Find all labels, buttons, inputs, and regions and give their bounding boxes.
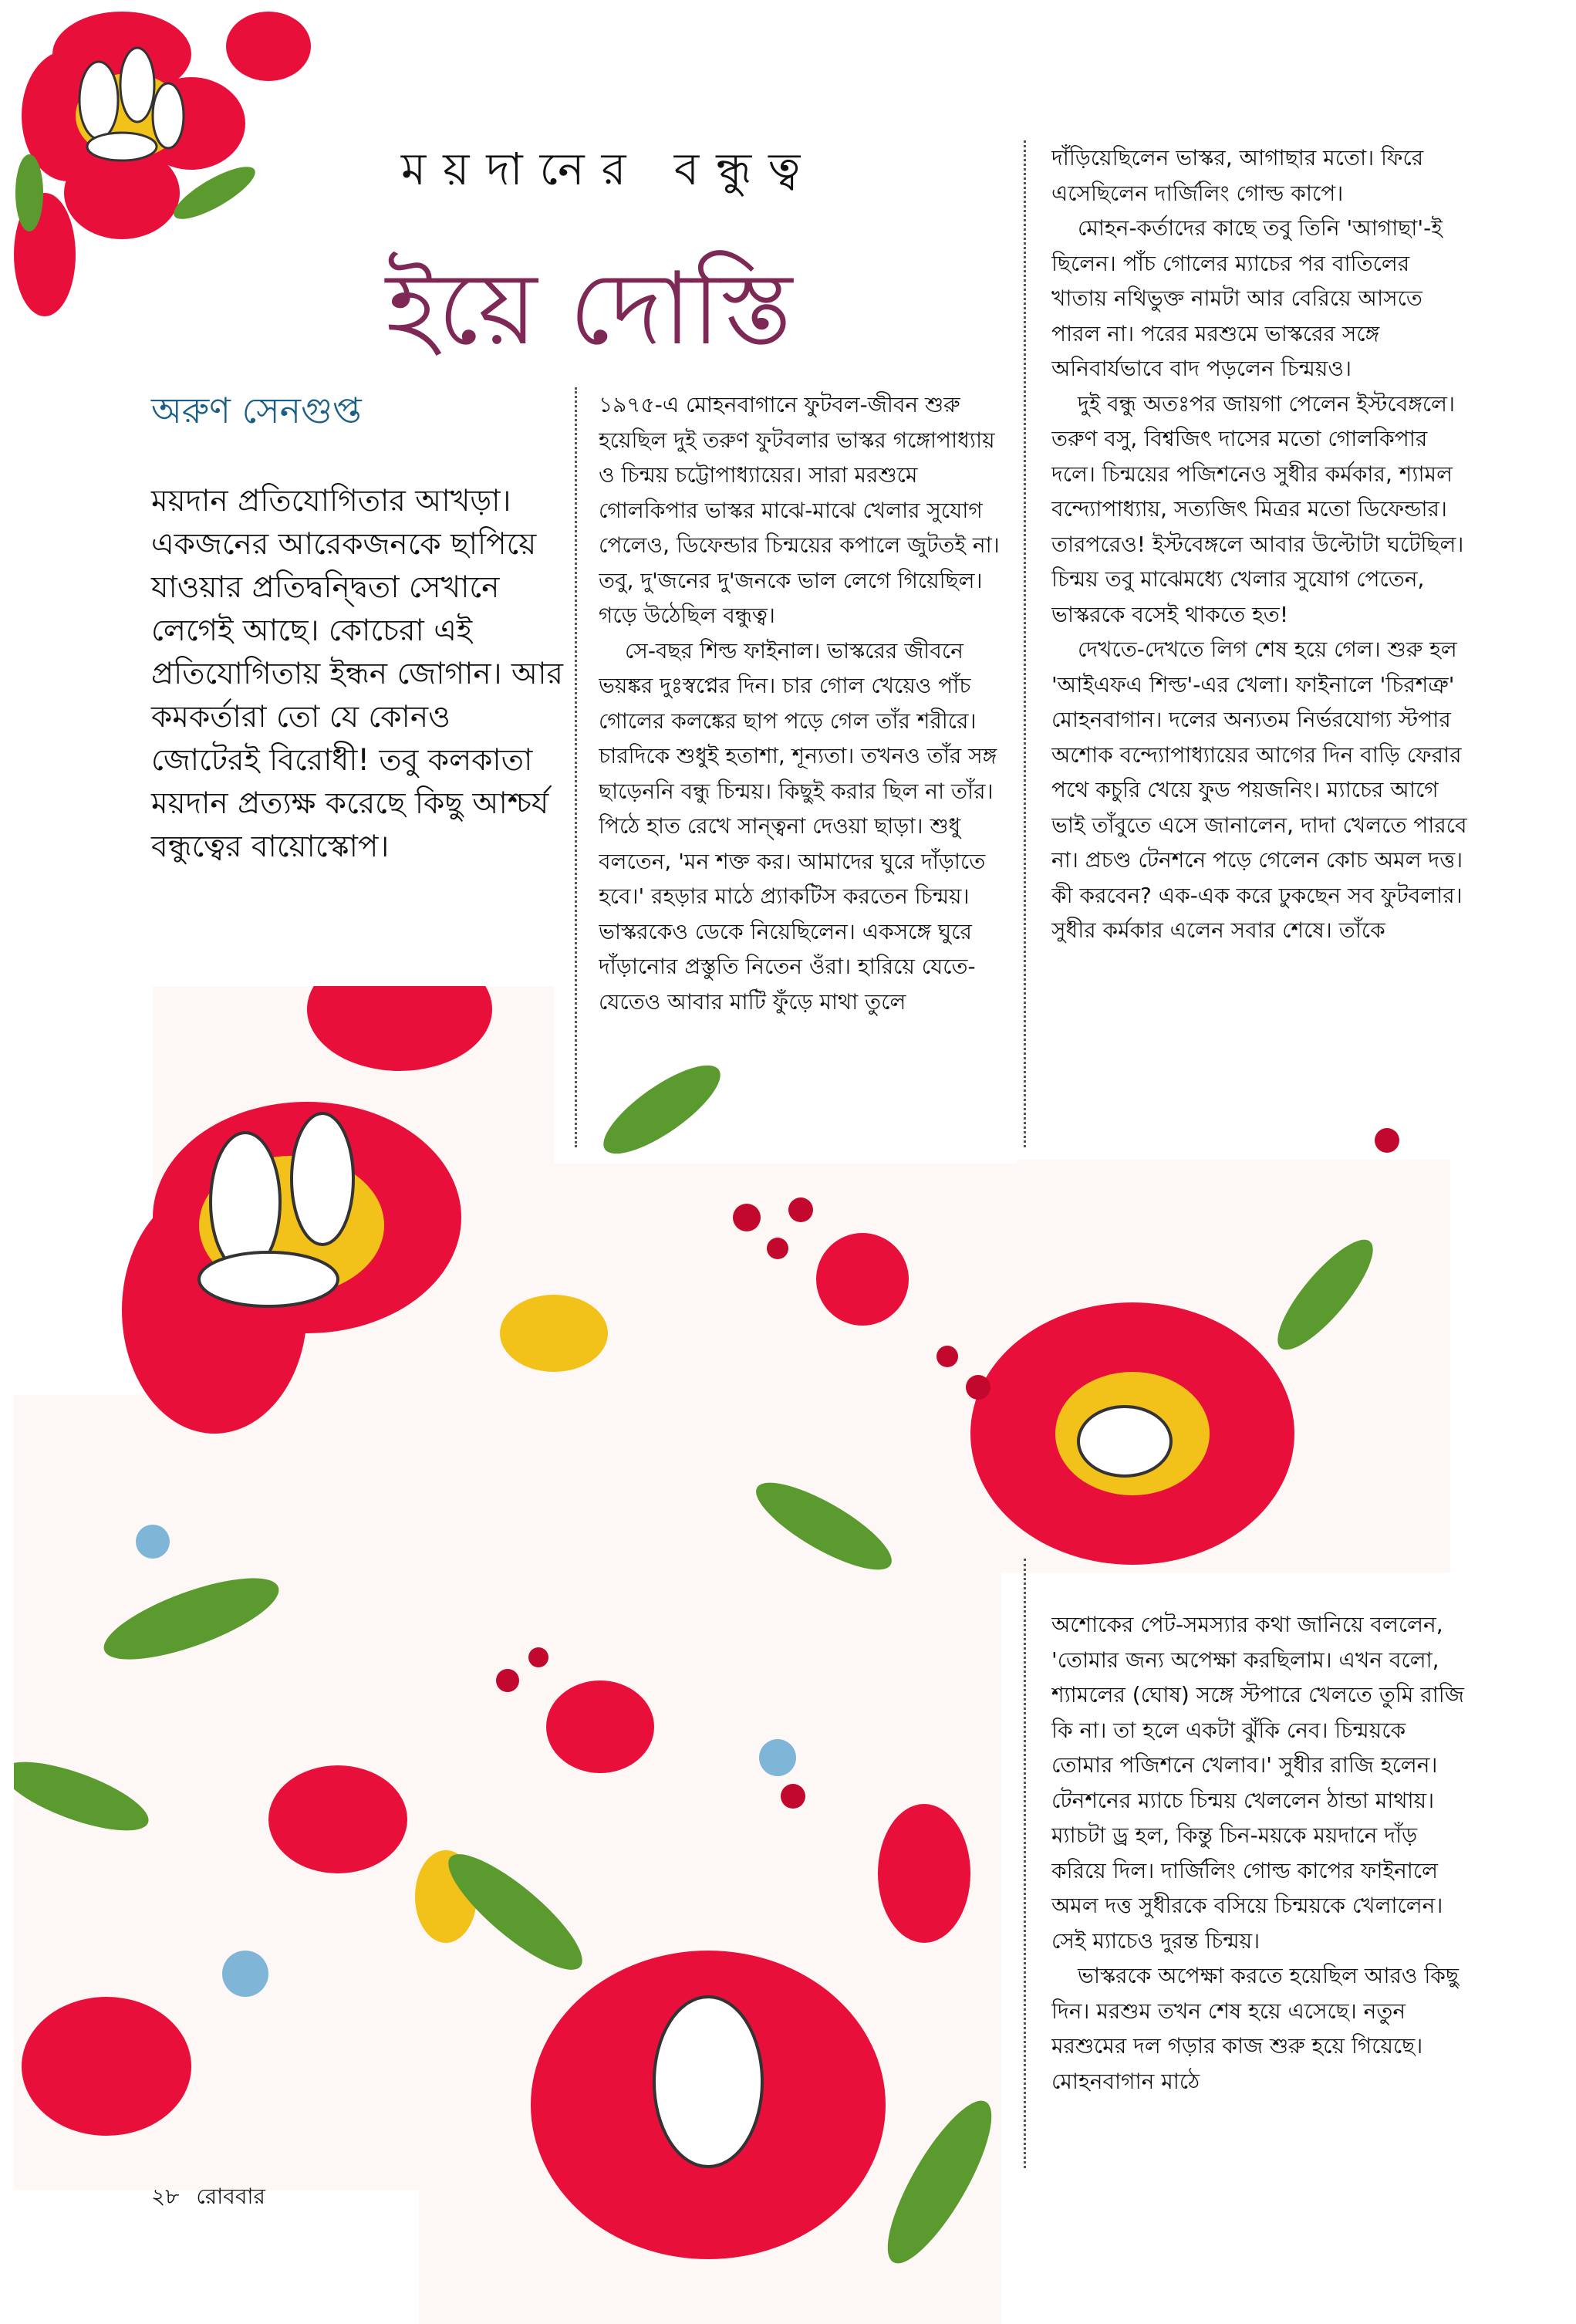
article-column-3	[1051, 1607, 1468, 2170]
paragraph: অশোকের পেট-সমস্যার কথা জানিয়ে বললেন, 'তোমার জন্য অপেক্ষা করছিলাম। এখন বলো, শ্যামলের (ঘোষ) সঙ্গে স্টপারে খেলতে তুমি রাজি কি না। তা হলে একটা ঝুঁকি নেব। চিন্ময়কে তোমার পজিশনে খেলাব।' সুধীর রাজি হলেন। টেনশনের ম্যাচে চিন্ময় খেললেন ঠান্ডা মাথায়। ম্যাচটা ড্র হল, কিন্তু চিন-ময়কে ময়দানে দাঁড় করিয়ে দিল। দার্জিলিং গোল্ড কাপের ফাইনালে অমল দত্ত সুধীরকে বসিয়ে চিন্ময়কে খেলালেন। সেই ম্যাচেও দুরন্ত চিন্ময়।	[1051, 1612, 1464, 1954]
paragraph: দুই বন্ধু অতঃপর জায়গা পেলেন ইস্টবেঙ্গলে। তরুণ বসু, বিশ্বজিৎ দাসের মতো গোলকিপার দলে। চিন্ময়ের পজিশনেও সুধীর কর্মকার, শ্যামল বন্দ্যোপাধ্যায়, সত্যজিৎ মিত্রর মতো ডিফেন্ডার। তারপরেও! ইস্টবেঙ্গলে আবার উল্টোটা ঘটেছিল। চিন্ময় তবু মাঝেমধ্যে খেলার সুযোগ পেতেন, ভাস্করকে বসেই থাকতে হত!	[1051, 390, 1464, 627]
page-number: ২৮	[151, 2184, 180, 2209]
headline: ইয়ে দোস্তি	[386, 250, 793, 367]
paragraph: সে-বছর শিল্ড ফাইনাল। ভাস্করের জীবনে ভয়ঙ্কর দুঃস্বপ্নের দিন। চার গোল খেয়েও পাঁচ গোলের কলঙ্কের ছাপ পড়ে গেল তাঁর শরীরে। চারদিকে শুধুই হতাশা, শূন্যতা। তখনও তাঁর সঙ্গ ছাড়েননি বন্ধু চিন্ময়। কিছুই করার ছিল না তাঁর। পিঠে হাত রেখে সান্ত্বনা দেওয়া ছাড়া। শুধু বলতেন, 'মন শক্ত কর। আমাদের ঘুরে দাঁড়াতে হবে।' রহড়ার মাঠে প্র্যাকটিস করতেন চিন্ময়। ভাস্করকেও ডেকে নিয়েছিলেন। একসঙ্গে ঘুরে দাঁড়ানোর প্রস্তুতি নিতেন ওঁরা। হারিয়ে যেতে-যেতেও আবার মাটি ফুঁড়ে মাথা তুলে	[599, 637, 997, 1015]
magazine-name: রোববার	[196, 2184, 265, 2209]
column-rule	[1024, 140, 1026, 1147]
article-column-1	[599, 387, 1000, 1151]
paragraph: ১৯৭৫-এ মোহনবাগানে ফুটবল-জীবন শুরু হয়েছিল দুই তরুণ ফুটবলার ভাস্কর গঙ্গোপাধ্যায় ও চিন্ময় চট্টোপাধ্যায়ের। সারা মরশুমে গোলকিপার ভাস্কর মাঝে-মাঝে খেলার সুযোগ পেলেও, ডিফেন্ডার চিন্ময়ের কপালে জুটতই না। তবু, দু'জনের দু'জনকে ভাল লেগে গিয়েছিল। গড়ে উঠেছিল বন্ধুত্ব।	[599, 392, 1000, 628]
column-rule	[1024, 1559, 1026, 2168]
column-rule	[575, 387, 577, 1147]
paragraph: দাঁড়িয়েছিলেন ভাস্কর, আগাছার মতো। ফিরে এসেছিলেন দার্জিলিং গোল্ড কাপে।	[1051, 145, 1424, 206]
paragraph: দেখতে-দেখতে লিগ শেষ হয়ে গেল। শুরু হল 'আইএফএ শিল্ড'-এর খেলা। ফাইনালে 'চিরশত্রু' মোহনবাগান। দলের অন্যতম নির্ভরযোগ্য স্টপার অশোক বন্দ্যোপাধ্যায়ের আগের দিন বাড়ি ফেরার পথে কচুরি খেয়ে ফুড পয়জনিং। ম্যাচের আগে ভাই তাঁবুতে এসে জানালেন, দাদা খেলতে পারবে না। প্রচণ্ড টেনশনে পড়ে গেলেন কোচ অমল দত্ত। কী করবেন? এক-এক করে ঢুকছেন সব ফুটবলার। সুধীর কর্মকার এলেন সবার শেষে। তাঁকে	[1051, 637, 1467, 943]
kicker: ময়দানের বন্ধুত্ব	[401, 143, 818, 195]
article-column-2	[1051, 140, 1468, 1151]
paragraph: মোহন-কর্তাদের কাছে তবু তিনি 'আগাছা'-ই ছিলেন। পাঁচ গোলের ম্যাচের পর বাতিলের খাতায় নথিভুক্ত নামটা আর বেরিয়ে আসতে পারল না। পরের মরশুমে ভাস্করের সঙ্গে অনিবার্যভাবে বাদ পড়লেন চিন্ময়ও।	[1051, 215, 1443, 381]
page-folio	[151, 2180, 282, 2216]
byline: অরুণ সেনগুপ্ত	[151, 390, 362, 431]
floral-corner-image	[14, 0, 315, 343]
paragraph: ভাস্করকে অপেক্ষা করতে হয়েছিল আরও কিছু দিন। মরশুম তখন শেষ হয়ে এসেছে। নতুন মরশুমের দল গড়ার কাজ শুরু হয়ে গিয়েছে। মোহনবাগান মাঠে	[1051, 1963, 1459, 2094]
intro-paragraph: ময়দান প্রতিযোগিতার আখড়া। একজনের আরেকজনকে ছাপিয়ে যাওয়ার প্রতিদ্বন্দ্বিতা সেখানে লেগেই আছে। কোচেরা এই প্রতিযোগিতায় ইন্ধন জোগান। আর কমকর্তারা তো যে কোনও জোটেরই বিরোধী! তবু কলকাতা ময়দান প্রত্যক্ষ করেছে কিছু আশ্চর্য বন্ধুত্বের বায়োস্কোপ।	[151, 484, 563, 864]
